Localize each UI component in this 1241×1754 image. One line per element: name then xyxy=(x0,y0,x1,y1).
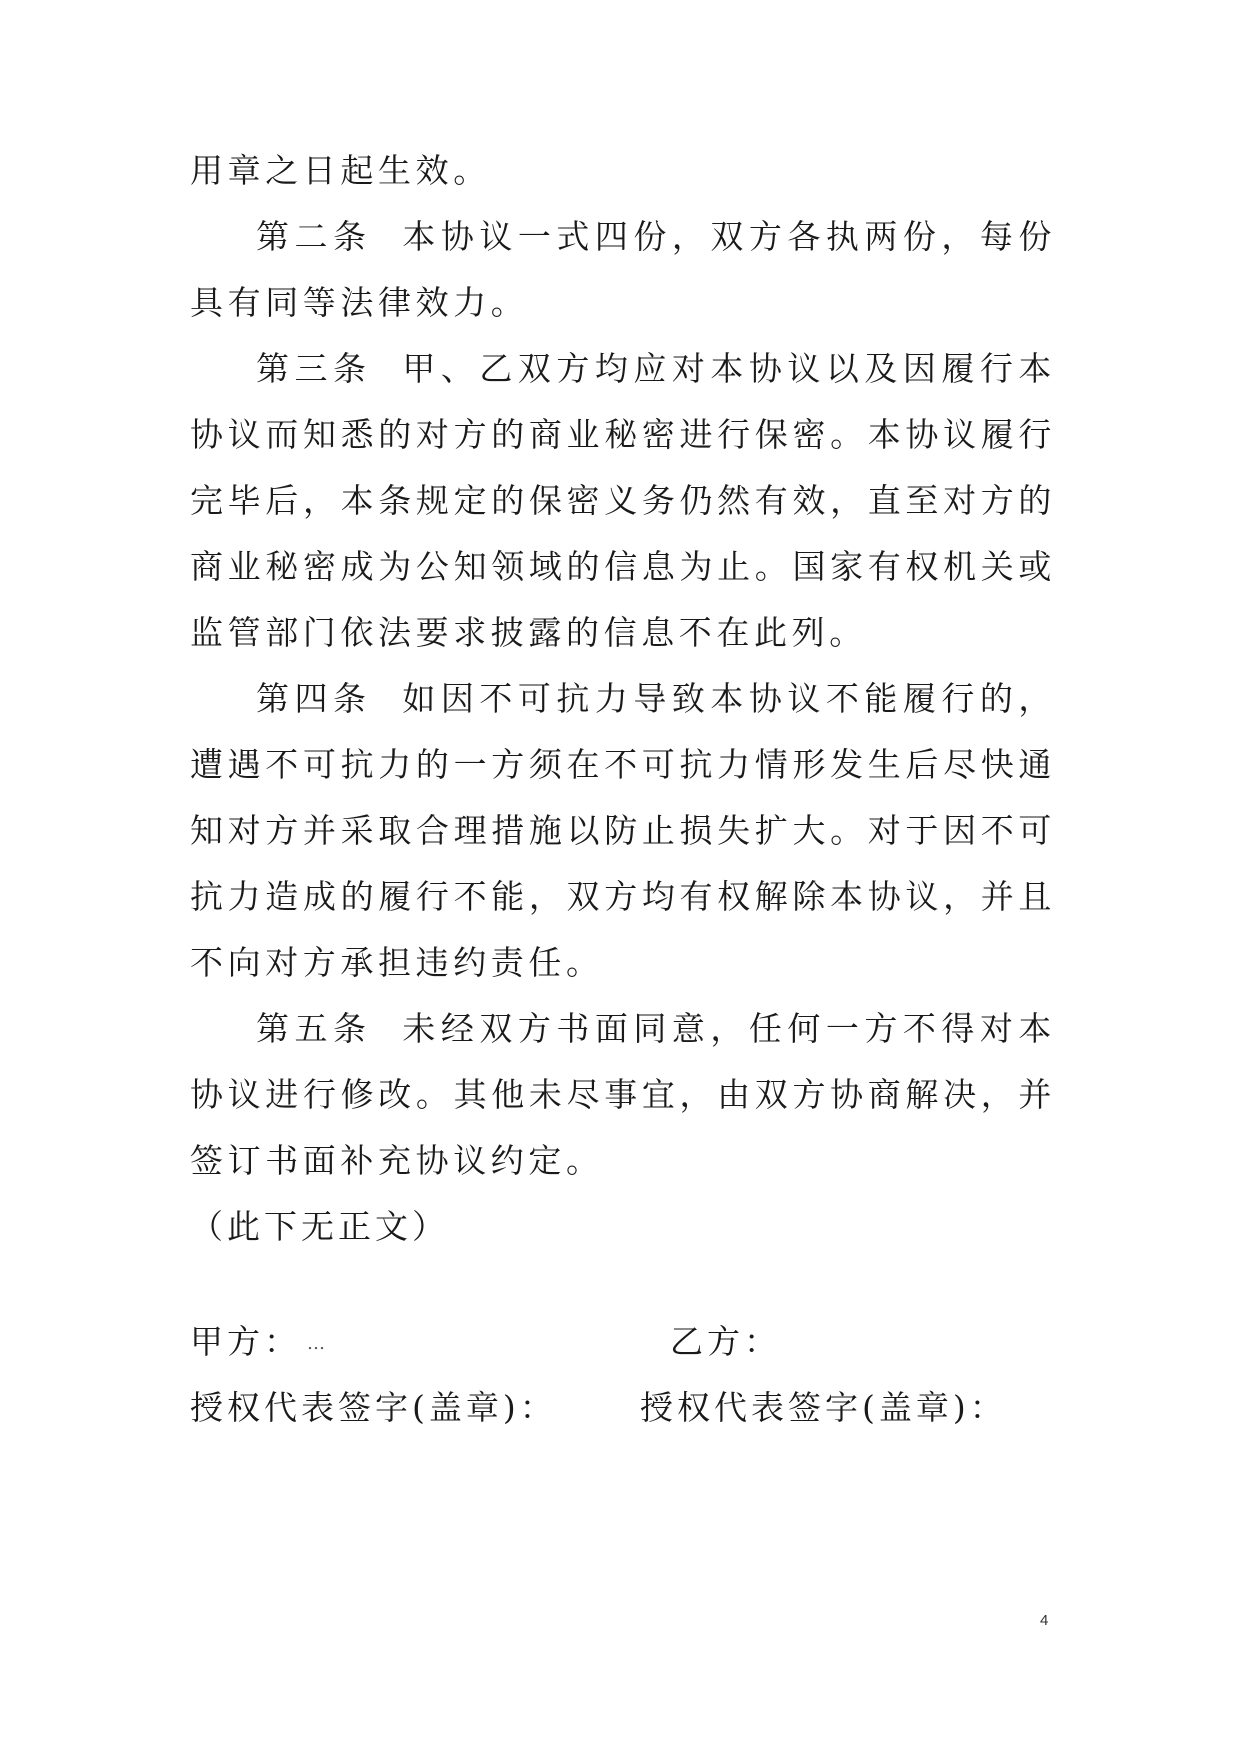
article-text: 如因不可抗力导致本协议不能履行的，遭遇不可抗力的一方须在不可抗力情形发生后尽快通知对方并采取合理措施以防止损失扩大。对于因不可抗力造成的履行不能，双方均有权解除本协议，并且不向对方承担违约责任。 xyxy=(190,679,1056,982)
document-body xyxy=(190,138,1056,1260)
article-heading: 第二条 xyxy=(256,217,372,256)
article-2 xyxy=(190,204,1056,336)
party-a-signature-line xyxy=(190,1322,326,1364)
party-b-label: 乙方： xyxy=(670,1322,781,1361)
article-3 xyxy=(190,336,1056,666)
page-number: 4 xyxy=(1040,1612,1049,1629)
paragraph-text: 用章之日起生效。 xyxy=(190,151,491,190)
article-heading: 第三条 xyxy=(256,349,372,388)
party-b-signature-line xyxy=(670,1322,781,1362)
party-a-value: … xyxy=(307,1333,326,1354)
party-a-representative: 授权代表签字(盖章)： xyxy=(190,1388,557,1427)
article-text: 本协议一式四份，双方各执两份，每份具有同等法律效力。 xyxy=(190,217,1056,322)
no-further-text-note: （此下无正文） xyxy=(190,1207,449,1246)
article-heading: 第四条 xyxy=(256,679,372,718)
article-heading: 第五条 xyxy=(256,1009,372,1048)
article-5 xyxy=(190,996,1056,1194)
article-text: 甲、乙双方均应对本协议以及因履行本协议而知悉的对方的商业秘密进行保密。本协议履行完毕后，本条规定的保密义务仍然有效，直至对方的商业秘密成为公知领域的信息为止。国家有权机关或监管部门依法要求披露的信息不在此列。 xyxy=(190,349,1056,652)
article-text: 未经双方书面同意，任何一方不得对本协议进行修改。其他未尽事宜，由双方协商解决，并签订书面补充协议约定。 xyxy=(190,1009,1056,1180)
party-b-representative: 授权代表签字(盖章)： xyxy=(640,1388,1007,1427)
party-a-label: 甲方： xyxy=(190,1322,301,1361)
article-4 xyxy=(190,666,1056,996)
paragraph-continuation xyxy=(190,138,1056,204)
